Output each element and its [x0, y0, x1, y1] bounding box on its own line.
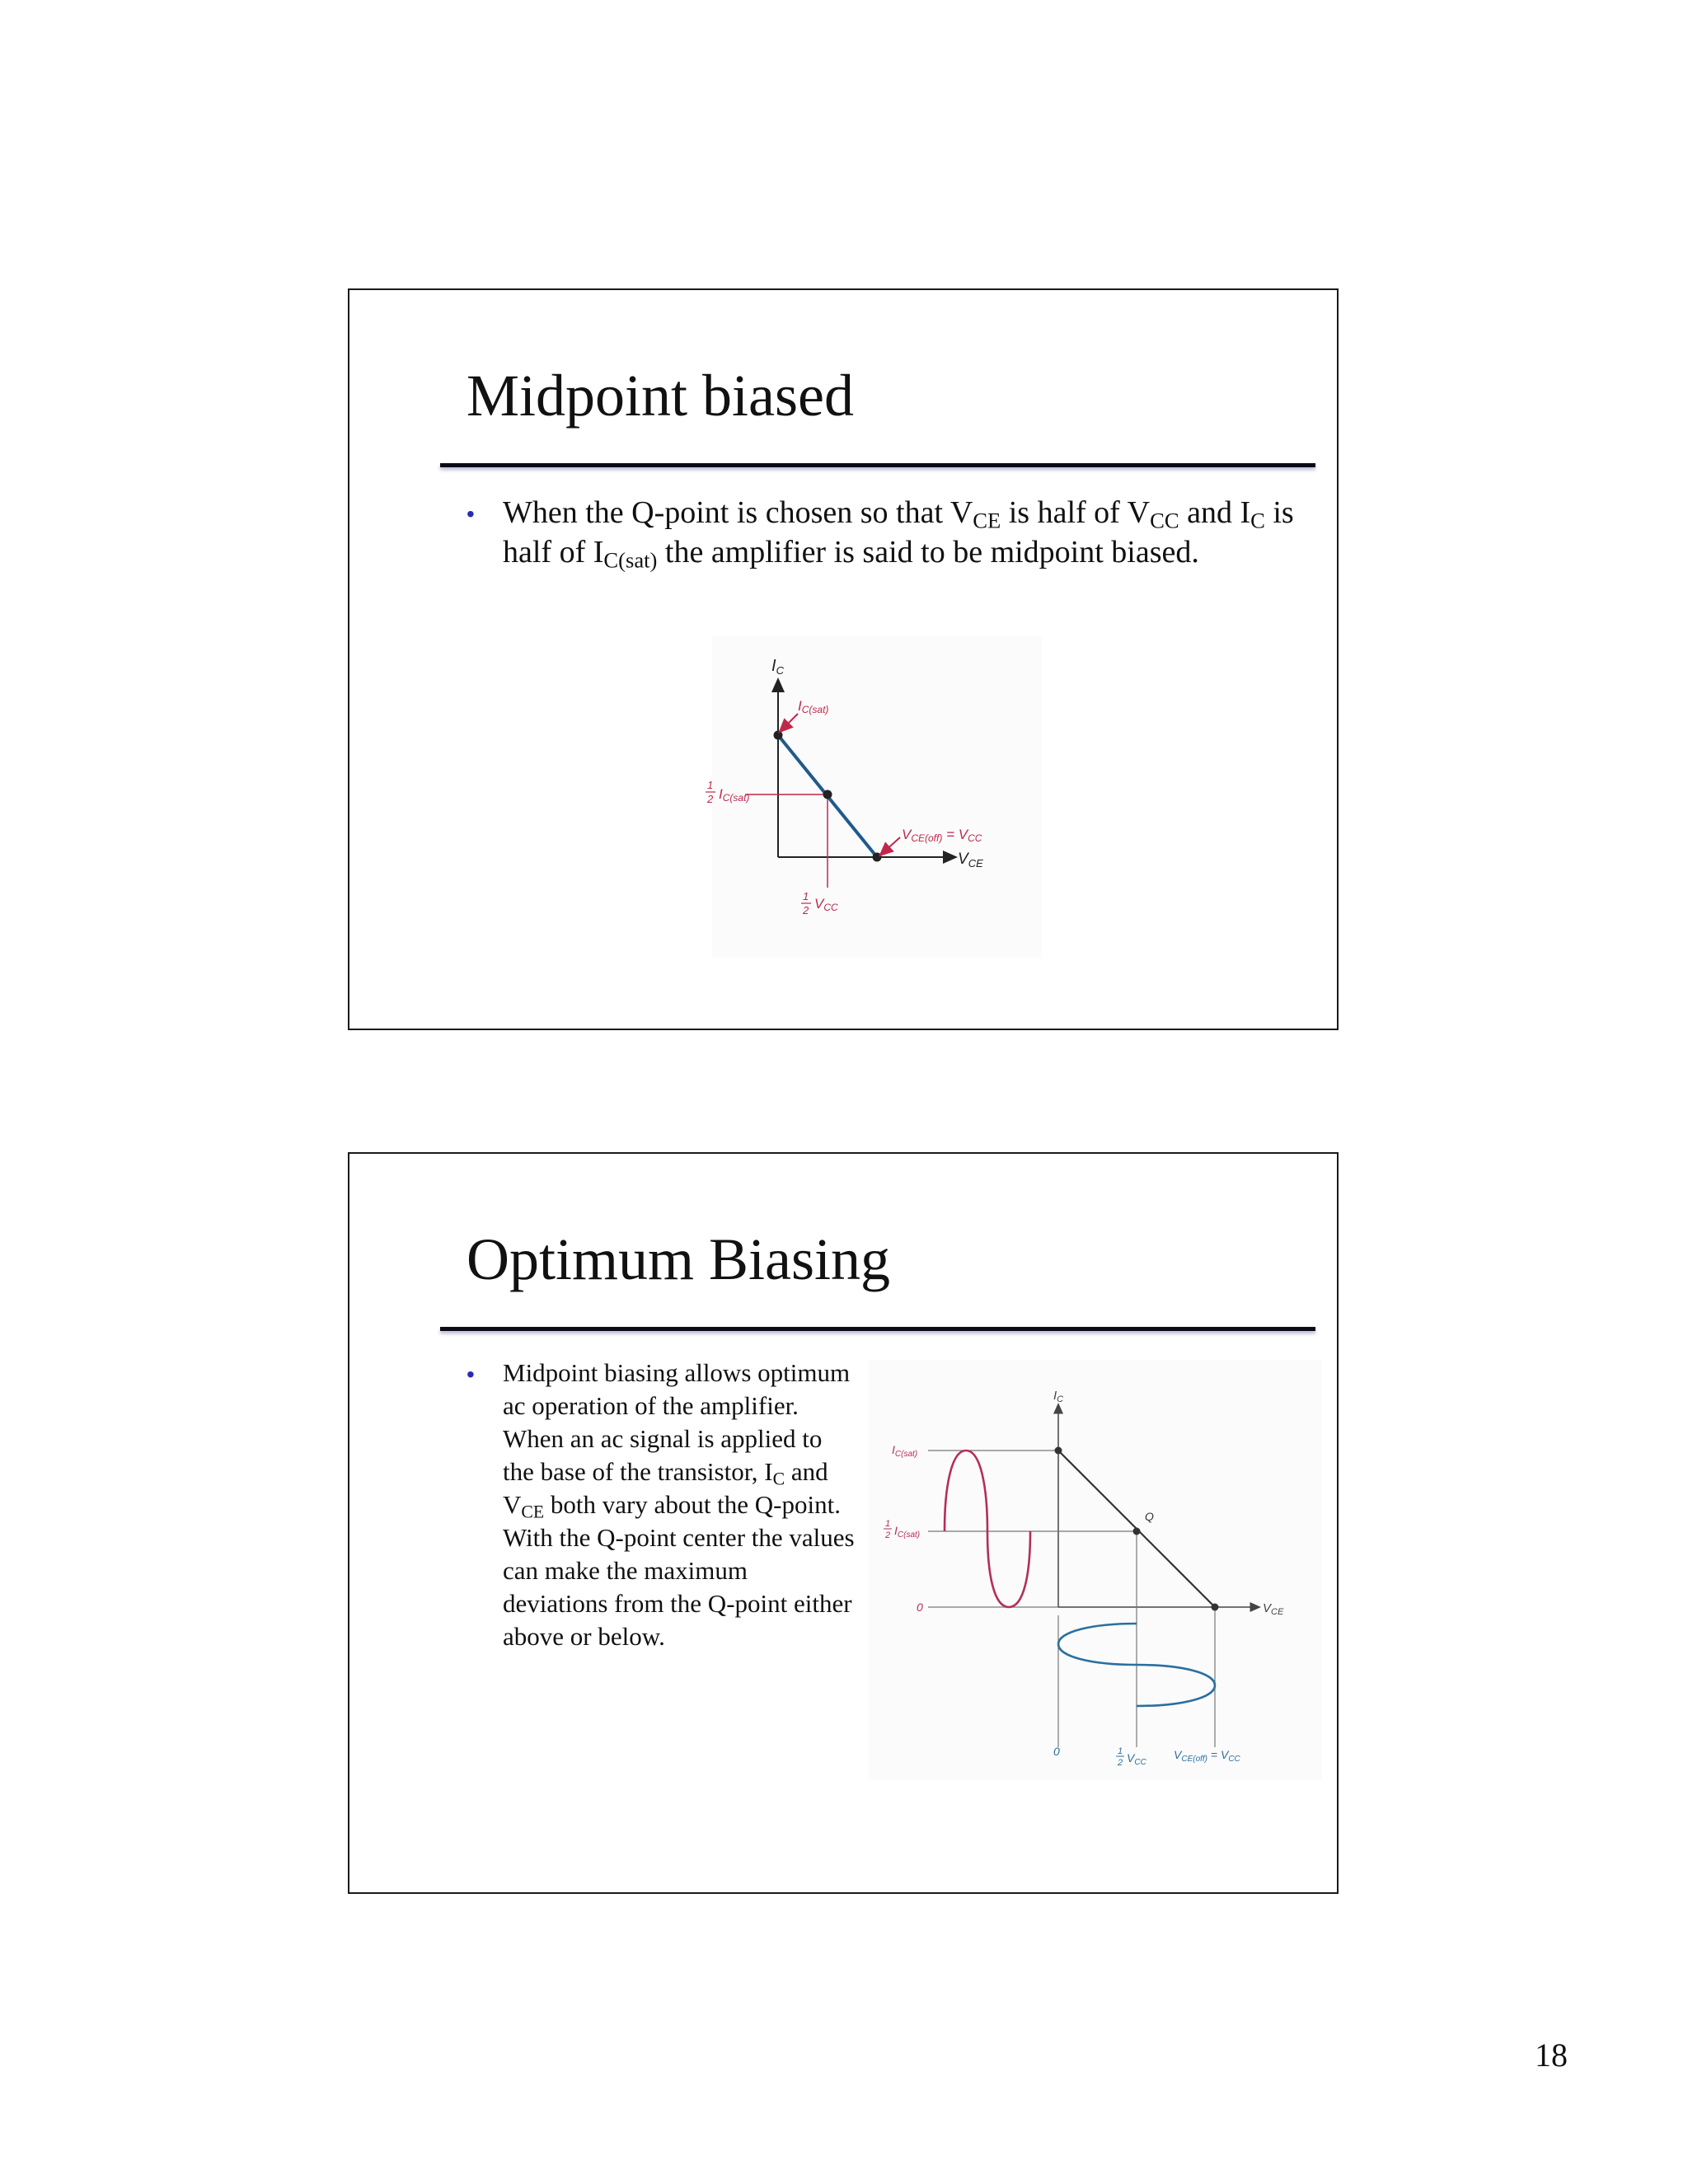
y-axis-label: $I_C$ [1053, 1389, 1064, 1404]
isat-label: $I_{C(sat)}$ [892, 1443, 918, 1459]
vceoff-label: $V_{CE(off)} = V_{CC}$ [1174, 1748, 1240, 1764]
svg-text:1: 1 [803, 890, 809, 902]
zero-ic-label: 0 [917, 1601, 923, 1614]
svg-text:2: 2 [803, 904, 809, 916]
saturation-point [1055, 1447, 1062, 1455]
q-point [1133, 1528, 1141, 1535]
bullet-text: Midpoint biasing allows optimum ac operation of the amplifier. When an ac signal is applied to the base of the transistor, $I_C$ and $V_{CE}$ both vary about the Q-point. With the Q-point center the values can make the maximum deviations from the Q-point either above or below. [503, 1358, 855, 1651]
isat-label: IC(sat) [798, 698, 829, 715]
svg-text:1: 1 [885, 1519, 891, 1529]
slide-title: Optimum Biasing [467, 1226, 891, 1292]
svg-text:VCC: $V_{CC}$ [1127, 1751, 1146, 1767]
svg-text:2: 2 [885, 1530, 891, 1540]
title-divider [440, 463, 1315, 467]
page-number: 18 [1535, 2036, 1568, 2074]
svg-text:VCC: VCC [814, 896, 838, 913]
optimum-biasing-figure [869, 1360, 1322, 1780]
svg-text:1: 1 [1118, 1746, 1123, 1756]
bullet-text: When the Q-point is chosen so that $V_{CE}$ is half of $V_{CC}$ and $I_C$ is half of $I_{C(sat)}$ the amplifier is said to be midpoint biased. [503, 495, 1294, 573]
midpoint-load-line-figure [707, 636, 1042, 958]
svg-text:IC(sat): IC(sat) [719, 786, 750, 804]
slide-midpoint-biased [348, 288, 1339, 1030]
x-axis-label: $V_{CE}$ [958, 851, 983, 869]
zero-vce-label: 0 [1053, 1745, 1060, 1758]
bullet-icon: • [467, 501, 475, 527]
svg-text:IC(sat): $I_{C(sat)}$ [894, 1524, 921, 1540]
q-point [823, 790, 832, 799]
cutoff-point [1212, 1604, 1219, 1611]
figure-background [712, 636, 1042, 958]
svg-text:2: 2 [1118, 1758, 1123, 1768]
slide-optimum-biasing [348, 1152, 1339, 1894]
svg-text:1: 1 [707, 779, 714, 791]
bullet-icon: • [467, 1361, 475, 1387]
slide-title: Midpoint biased [467, 363, 854, 429]
q-point-label: Q [1145, 1510, 1154, 1523]
vceoff-label: VCE(off) = VCC [902, 827, 982, 844]
saturation-point [774, 731, 783, 740]
y-axis-label: $I_C$ [771, 657, 784, 677]
cutoff-point [873, 853, 882, 862]
title-divider [440, 1327, 1315, 1331]
x-axis-label: $V_{CE}$ [1263, 1601, 1284, 1617]
figure-background [869, 1360, 1322, 1780]
svg-text:2: 2 [707, 793, 714, 805]
